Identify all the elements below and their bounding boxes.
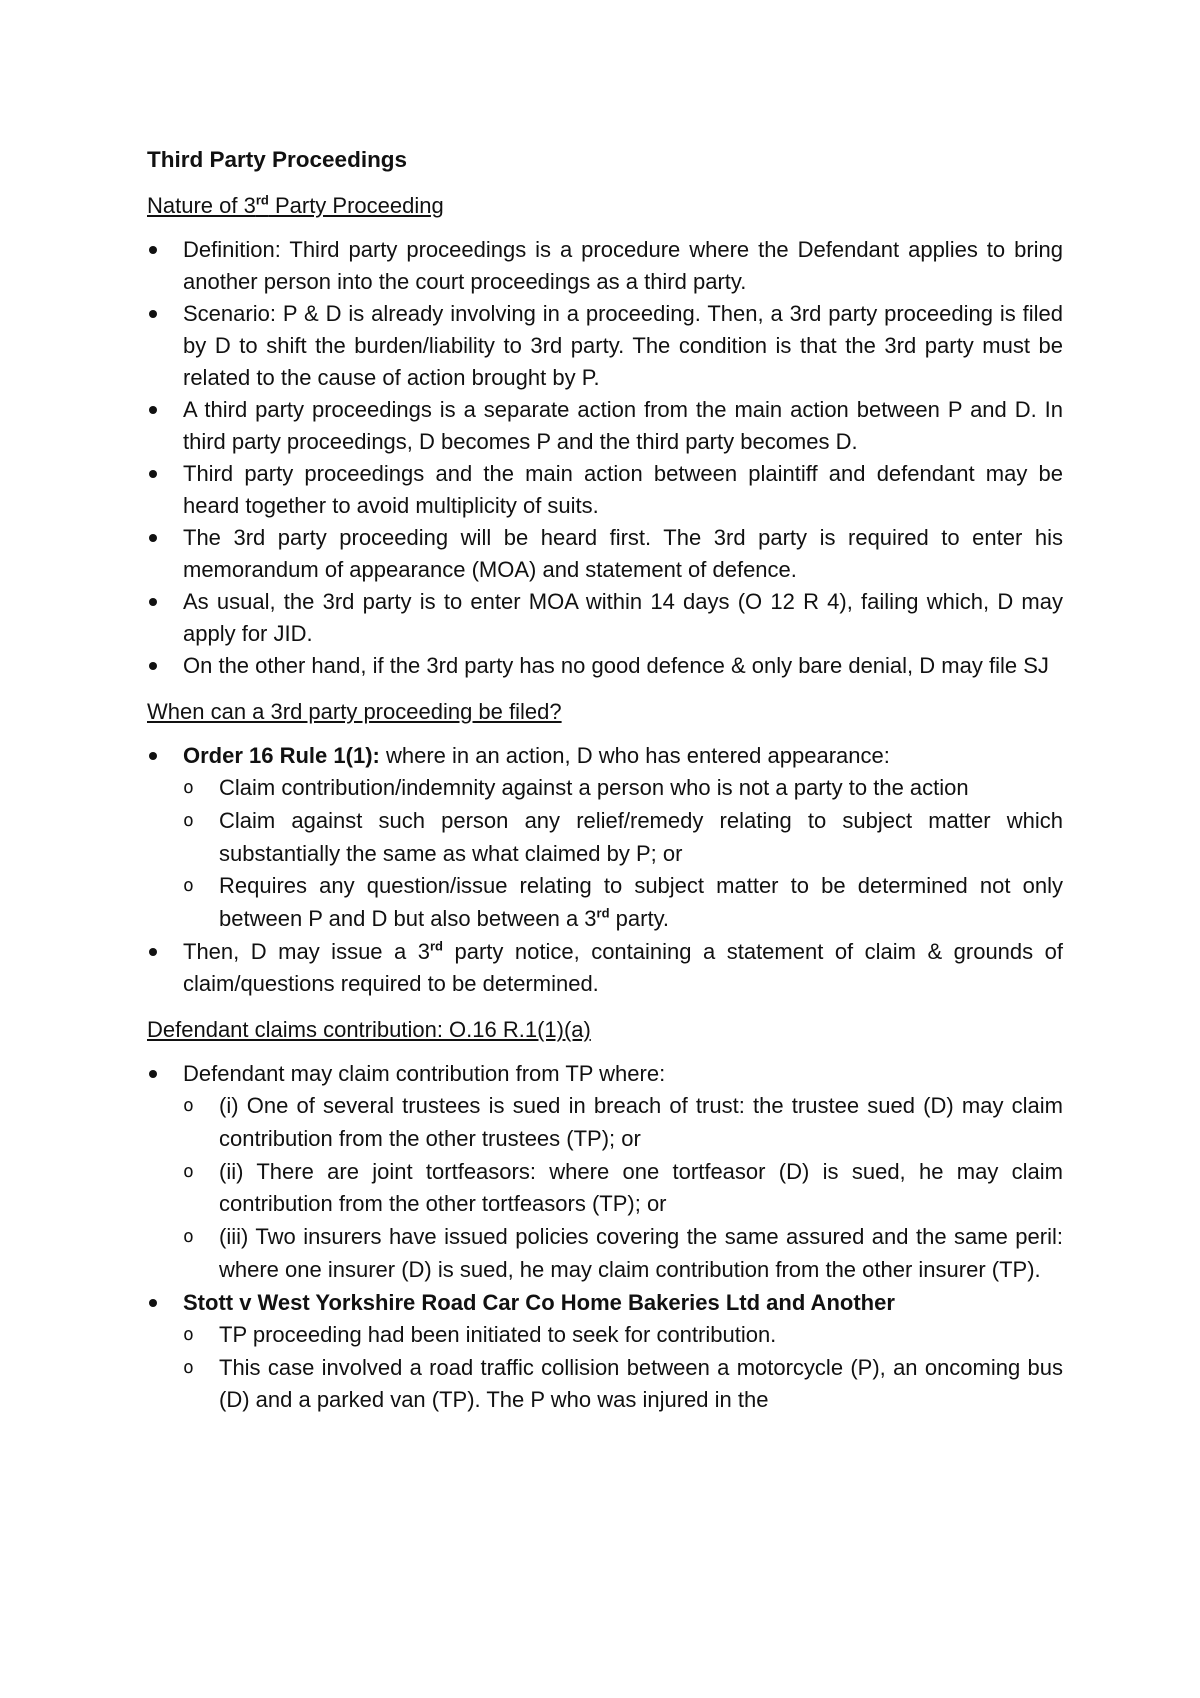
document-content [147,144,1063,1431]
case-name: Stott v West Yorkshire Road Car Co Home Bakeries Ltd and Another [183,1289,895,1315]
sub-list-item: o This case involved a road traffic collision between a motorcycle (P), an oncoming bus (D) and a parked van (TP). The P who was injured in the [183,1352,1063,1418]
sub-list-item: o (i) One of several trustees is sued in breach of trust: the trustee sued (D) may claim contribution from the other trustees (TP); or [183,1090,1063,1156]
list-item: Definition: Third party proceedings is a procedure where the Defendant applies to bring another person into the court proceedings as a third party. [147,234,1063,298]
section-heading-when-filed: When can a 3rd party proceeding be filed? [147,699,562,724]
contribution-bullet-list [147,1058,1063,1417]
list-item: The 3rd party proceeding will be heard first. The 3rd party is required to enter his memorandum of appearance (MOA) and statement of defence. [147,522,1063,586]
list-item: A third party proceedings is a separate action from the main action between P and D. In third party proceedings, D becomes P and the third party becomes D. [147,394,1063,458]
sub-list [183,1090,1063,1287]
rule-reference: Order 16 Rule 1(1): [183,743,380,768]
list-item: Order 16 Rule 1(1): where in an action, D who has entered appearance: o Claim contribution/indemnity against a person who is not a party to the action o Claim against such person any relief/remedy relating to subject matter which substantially the same as what claimed by P; or o Requires any question/issue relating to subject matter to be determined not only between P and D but also between a 3rd party. [147,740,1063,936]
sub-list-item: o (ii) There are joint tortfeasors: where one tortfeasor (D) is sued, he may claim contribution from the other tortfeasors (TP); or [183,1156,1063,1222]
list-item [147,1287,1063,1417]
nature-bullet-list [147,234,1063,682]
list-item: On the other hand, if the 3rd party has no good defence & only bare denial, D may file SJ [147,650,1063,682]
list-item: As usual, the 3rd party is to enter MOA within 14 days (O 12 R 4), failing which, D may apply for JID. [147,586,1063,650]
sub-list-item: o (iii) Two insurers have issued policies covering the same assured and the same peril: where one insurer (D) is sued, he may claim contribution from the other insurer (TP). [183,1221,1063,1287]
list-item: Third party proceedings and the main action between plaintiff and defendant may be heard together to avoid multiplicity of suits. [147,458,1063,522]
document-title: Third Party Proceedings [147,147,408,172]
sub-list [183,1319,1063,1417]
list-item: Then, D may issue a 3rd party notice, containing a statement of claim & grounds of claim/questions required to be determined. [147,936,1063,1000]
list-item: Scenario: P & D is already involving in a proceeding. Then, a 3rd party proceeding is filed by D to shift the burden/liability to 3rd party. The condition is that the 3rd party must be related to the cause of action brought by P. [147,298,1063,394]
sub-list-item: o Requires any question/issue relating to subject matter to be determined not only between P and D but also between a 3rd party. [183,870,1063,936]
sub-list-item: o Claim contribution/indemnity against a person who is not a party to the action [183,772,1063,805]
sub-list [183,772,1063,936]
section-heading-nature: Nature of 3rd Party Proceeding [147,192,444,218]
when-filed-bullet-list [147,740,1063,1000]
section-heading-contribution: Defendant claims contribution: O.16 R.1(1)(a) [147,1016,591,1042]
sub-list-item: o Claim against such person any relief/remedy relating to subject matter which substantially the same as what claimed by P; or [183,805,1063,871]
list-item: Defendant may claim contribution from TP where: o (i) One of several trustees is sued in breach of trust: the trustee sued (D) may claim contribution from the other trustees (TP); or o (ii) There are joint tortfeasors: where one tortfeasor (D) is sued, he may claim contribution from the other tortfeasors (TP); or o (iii) Two insurers have issued policies covering the same assured and the same peril: where one insurer (D) is sued, he may claim contribution from the other insurer (TP). [147,1058,1063,1287]
sub-list-item: o TP proceeding had been initiated to seek for contribution. [183,1319,1063,1352]
